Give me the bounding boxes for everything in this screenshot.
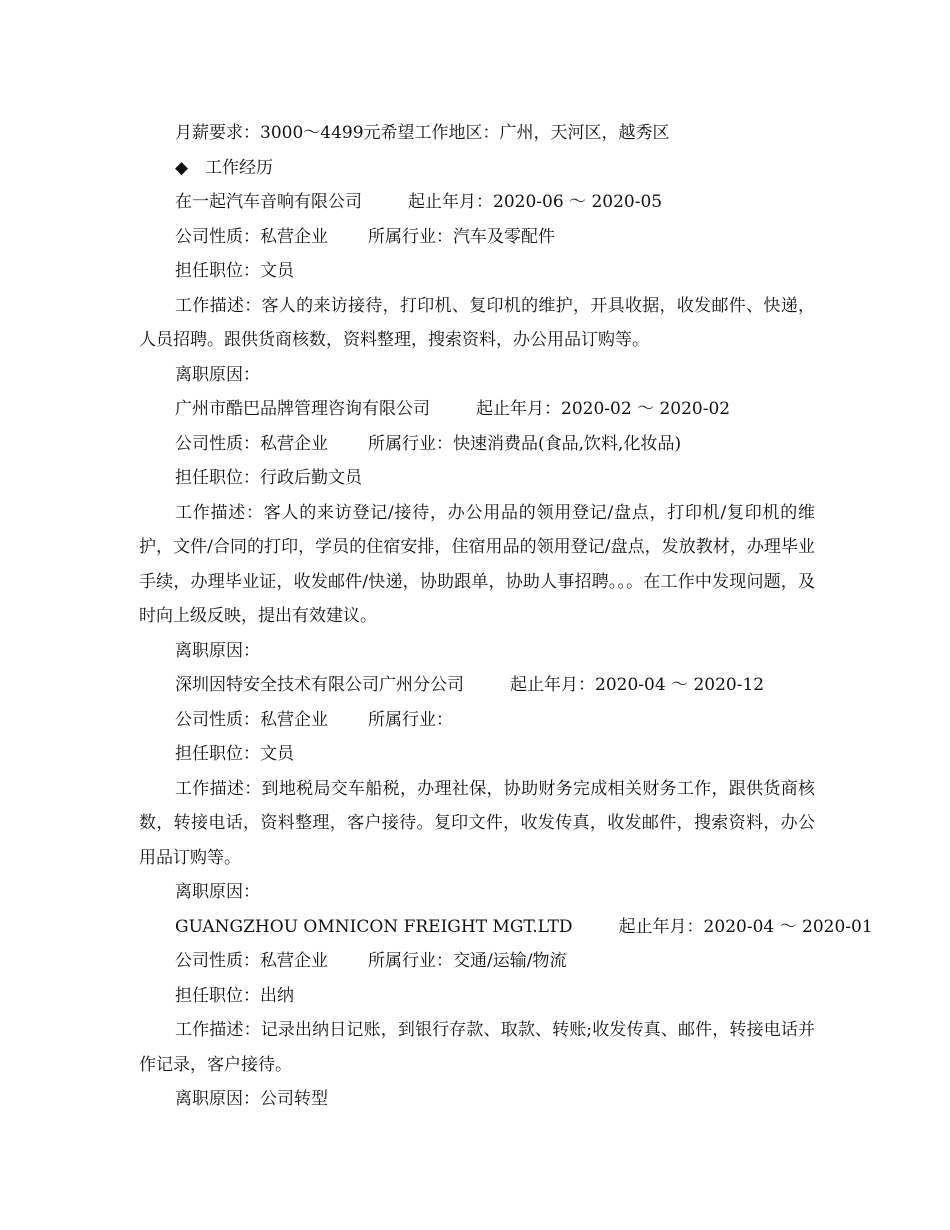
company-nature: 公司性质：私营企业 [175,951,328,971]
job-position: 担任职位：行政后勤文员 [175,468,362,488]
company-info [139,220,815,255]
job-header [139,668,815,703]
company-name: 广州市酷巴品牌管理咨询有限公司 [175,399,430,419]
job-description: 工作描述：客人的来访接待，打印机、复印机的维护，开具收据，收发邮件、快递，人员招聘。跟供货商核数，资料整理，搜索资料，办公用品订购等。 [139,295,815,350]
section-heading [139,151,815,186]
job-description: 工作描述：记录出纳日记账，到银行存款、取款、转账;收发传真、邮件，转接电话并作记录，客户接待。 [139,1020,815,1075]
company-name: 在一起汽车音响有限公司 [175,192,362,212]
job-header [139,185,815,220]
leave-reason: 离职原因：公司转型 [175,1089,328,1109]
job-period: 起止年月：2020-02 ～ 2020-02 [476,399,731,419]
job-header [139,392,815,427]
job-position: 担任职位：出纳 [175,985,294,1006]
job-entry [139,185,815,392]
job-description: 工作描述：客人的来访登记/接待，办公用品的领用登记/盘点，打印机/复印机的维护，文件/合同的打印，学员的住宿安排，住宿用品的领用登记/盘点，发放教材，办理毕业手续，办理毕业证，收发邮件/快递，协助跟单，协助人事招聘。。。在工作中发现问题，及时向上级反映，提出有效建议。 [139,502,815,626]
job-header [139,910,873,945]
company-industry: 所属行业： [368,709,453,730]
leave-reason: 离职原因： [175,640,260,661]
leave-reason: 离职原因： [175,882,260,902]
job-period: 起止年月：2020-04 ～ 2020-01 [618,916,873,937]
resume-content [139,116,873,1117]
job-entry [139,392,815,668]
job-period: 起止年月：2020-06 ～ 2020-05 [408,192,663,212]
company-industry: 所属行业：快速消费品(食品,饮料,化妆品) [368,433,682,454]
section-title: 工作经历 [205,157,273,178]
job-description: 工作描述：到地税局交车船税，办理社保，协助财务完成相关财务工作，跟供货商核数，转接电话，资料整理，客户接待。复印文件，收发传真，收发邮件，搜索资料，办公用品订购等。 [139,778,815,868]
company-nature: 公司性质：私营企业 [175,709,328,730]
company-name: GUANGZHOU OMNICON FREIGHT MGT.LTD [175,916,573,937]
job-position: 担任职位：文员 [175,744,294,764]
company-info [139,427,815,462]
job-entry [139,910,873,1117]
salary-line: 月薪要求：3000～4499元希望工作地区：广州，天河区，越秀区 [175,123,670,143]
company-info [139,944,815,979]
company-name: 深圳因特安全技术有限公司广州分公司 [175,675,464,695]
leave-reason: 离职原因： [175,364,260,385]
company-industry: 所属行业：交通/运输/物流 [368,951,567,971]
job-period: 起止年月：2020-04 ～ 2020-12 [510,675,765,695]
job-position: 担任职位：文员 [175,261,294,281]
company-nature: 公司性质：私营企业 [175,433,328,454]
job-entry [139,668,815,910]
company-nature: 公司性质：私营企业 [175,226,328,247]
company-info [139,703,815,738]
diamond-bullet-icon: ◆ [175,157,189,178]
company-industry: 所属行业：汽车及零配件 [368,226,555,247]
